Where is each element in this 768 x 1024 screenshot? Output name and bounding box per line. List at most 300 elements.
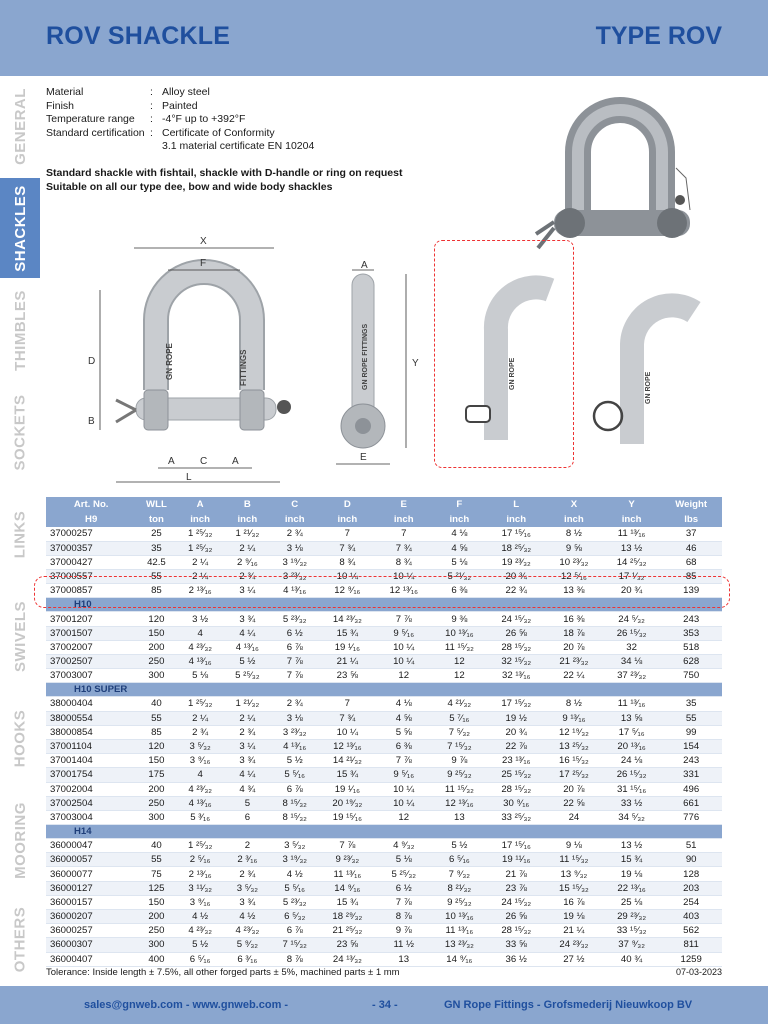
table-cell: 7 ⅞ — [376, 895, 431, 909]
table-cell: 15 ¾ — [318, 768, 376, 782]
table-cell: 42.5 — [136, 555, 176, 569]
table-cell: 46 — [660, 541, 722, 555]
table-cell: 17 ¹⁵⁄₁₆ — [487, 527, 545, 541]
table-cell: 7 ⅞ — [376, 612, 431, 626]
table-cell: 4 ²¹⁄₃₂ — [431, 697, 487, 711]
table-cell: 7 ⅞ — [376, 754, 431, 768]
table-row — [46, 895, 722, 909]
table-cell: 4 ½ — [224, 910, 271, 924]
spec-row: 3.1 material certificate EN 10204 — [162, 140, 315, 152]
dim-label-c: C — [200, 456, 208, 467]
sidebar-tab-mooring[interactable]: MOORING — [11, 801, 29, 879]
table-cell: 36 ½ — [487, 952, 545, 966]
table-cell: 26 ⅝ — [487, 910, 545, 924]
note-line: Suitable on all our type dee, bow and wide body shackles — [46, 181, 333, 193]
table-cell: 55 — [136, 711, 176, 725]
table-cell: 24 — [545, 810, 603, 824]
table-cell: 8 ¾ — [318, 555, 376, 569]
table-cell: 24 ⁵⁄₃₂ — [603, 612, 661, 626]
table-cell: 33 ½ — [603, 796, 661, 810]
table-cell: 12 — [431, 669, 487, 683]
table-cell: 37001507 — [46, 626, 136, 640]
table-row — [46, 796, 722, 810]
table-cell: 4 ¹³⁄₁₆ — [271, 739, 318, 753]
table-cell: 26 ¹⁵⁄₃₂ — [603, 626, 661, 640]
table-cell: 6 ⅞ — [271, 924, 318, 938]
table-cell: 36000057 — [46, 853, 136, 867]
table-cell: 29 ²³⁄₃₂ — [603, 910, 661, 924]
table-cell: 99 — [660, 725, 722, 739]
table-row — [46, 867, 722, 881]
table-cell: 12 ⁹⁄₁₆ — [318, 584, 376, 598]
table-cell: 13 ²⁵⁄₃₂ — [545, 739, 603, 753]
note-line: Standard shackle with fishtail, shackle with D-handle or ring on request — [46, 167, 403, 179]
table-cell: 28 ¹⁵⁄₃₂ — [487, 924, 545, 938]
table-cell: 22 ¹³⁄₁₆ — [603, 881, 661, 895]
col-header: C — [271, 497, 318, 512]
page-footer — [0, 986, 768, 1024]
table-cell: 250 — [136, 655, 176, 669]
col-header: WLL — [136, 497, 176, 512]
table-cell: 3 ¾ — [224, 612, 271, 626]
sidebar-tab-links[interactable]: LINKS — [11, 510, 29, 558]
table-cell: 55 — [136, 853, 176, 867]
table-cell: 10 ¼ — [376, 570, 431, 584]
table-cell: 9 ¹³⁄₁₆ — [545, 711, 603, 725]
table-cell: 34 ⁵⁄₃₂ — [603, 810, 661, 824]
table-cell: 7 ⁹⁄₃₂ — [431, 867, 487, 881]
table-cell: 4 ⅛ — [376, 697, 431, 711]
table-cell: 7 — [318, 697, 376, 711]
table-cell: 8 ²¹⁄₃₂ — [431, 881, 487, 895]
table-cell: 11 ¹⁵⁄₃₂ — [545, 853, 603, 867]
table-cell: 2 ¾ — [271, 527, 318, 541]
dim-label-f: F — [200, 258, 207, 269]
footer-company: GN Rope Fittings - Grofsmederij Nieuwkoop BV — [444, 999, 693, 1011]
table-cell: 37000857 — [46, 584, 136, 598]
table-cell: 37 — [660, 527, 722, 541]
table-cell: 36000207 — [46, 910, 136, 924]
table-cell: 3 ¾ — [224, 895, 271, 909]
table-cell: 4 ¹³⁄₁₆ — [224, 640, 271, 654]
col-unit: inch — [431, 512, 487, 527]
table-cell: 13 — [376, 952, 431, 966]
sidebar-tab-shackles[interactable]: SHACKLES — [0, 178, 40, 278]
table-cell: 9 ²⁵⁄₃₂ — [431, 895, 487, 909]
col-unit: inch — [224, 512, 271, 527]
table-cell: 9 ⁵⁄₁₆ — [376, 626, 431, 640]
table-cell: 19 ²³⁄₃₂ — [487, 555, 545, 569]
table-cell: 20 ¾ — [603, 584, 661, 598]
table-row — [46, 697, 722, 711]
table-cell: 37000257 — [46, 527, 136, 541]
table-cell: 10 ¼ — [376, 640, 431, 654]
table-cell: 6 ½ — [271, 626, 318, 640]
brand-text: GN ROPE — [509, 357, 516, 390]
revision-date: 07-03-2023 — [675, 967, 722, 977]
table-cell: 33 ²⁵⁄₃₂ — [487, 810, 545, 824]
col-header: B — [224, 497, 271, 512]
brand-text: GN ROPE — [165, 343, 174, 380]
table-cell: 6 ⁵⁄₁₆ — [177, 952, 224, 966]
table-cell: 12 ¹³⁄₁₆ — [431, 796, 487, 810]
table-cell: 7 ¾ — [376, 541, 431, 555]
table-row — [46, 669, 722, 683]
table-cell: 2 ¾ — [224, 570, 271, 584]
table-cell: 9 ²⁵⁄₃₂ — [431, 768, 487, 782]
table-cell: 21 ²³⁄₃₂ — [545, 655, 603, 669]
table-cell: 2 ¼ — [177, 711, 224, 725]
table-cell: 12 — [431, 655, 487, 669]
table-cell: 15 ¾ — [603, 853, 661, 867]
table-cell: 75 — [136, 867, 176, 881]
table-row — [46, 640, 722, 654]
col-header: X — [545, 497, 603, 512]
table-cell: 1 ²¹⁄₃₂ — [224, 527, 271, 541]
table-cell: 5 ²⁵⁄₃₂ — [376, 867, 431, 881]
table-cell: 27 ½ — [545, 952, 603, 966]
table-cell: 6 ³⁄₁₆ — [224, 952, 271, 966]
table-cell: 243 — [660, 612, 722, 626]
table-cell: 4 ¾ — [224, 782, 271, 796]
table-cell: 4 ²³⁄₃₂ — [177, 782, 224, 796]
table-cell: 5 ½ — [224, 655, 271, 669]
table-cell: 24 ¹³⁄₃₂ — [318, 952, 376, 966]
table-cell: 16 ⅞ — [545, 895, 603, 909]
table-cell: 11 ½ — [376, 938, 431, 952]
table-cell: 37003007 — [46, 669, 136, 683]
table-cell: 37001404 — [46, 754, 136, 768]
table-cell: 3 ¹⁹⁄₃₂ — [271, 853, 318, 867]
table-cell: 3 ⁹⁄₁₆ — [177, 895, 224, 909]
col-header: Art. No. — [46, 497, 136, 512]
sidebar-tab-thimbles[interactable]: THIMBLES — [11, 289, 29, 371]
col-unit: inch — [376, 512, 431, 527]
col-header: A — [177, 497, 224, 512]
table-cell: 175 — [136, 768, 176, 782]
table-cell: 6 ⅞ — [271, 782, 318, 796]
table-cell: 20 ¾ — [487, 570, 545, 584]
table-cell: 15 ¹⁵⁄₃₂ — [545, 881, 603, 895]
table-cell: 12 — [376, 669, 431, 683]
table-row — [46, 739, 722, 753]
table-cell: 5 ⅛ — [376, 853, 431, 867]
table-row — [46, 626, 722, 640]
table-cell: 17 ¹⁄₃₂ — [603, 570, 661, 584]
table-cell: 300 — [136, 810, 176, 824]
table-cell: 14 ²¹⁄₃₂ — [318, 754, 376, 768]
table-cell: 17 ¹⁵⁄₁₆ — [487, 839, 545, 853]
table-cell: 10 ¼ — [318, 725, 376, 739]
sidebar-tab-swivels[interactable]: SWIVELS — [11, 600, 29, 672]
table-row — [46, 910, 722, 924]
spec-row: Standard certification : Certificate of Conformity — [46, 126, 275, 139]
brand-text: FITTINGS — [239, 349, 248, 386]
table-cell: 19 ¹¹⁄₁₆ — [487, 853, 545, 867]
group-label: H14 — [46, 825, 722, 839]
table-cell: 22 ⅞ — [487, 739, 545, 753]
table-row — [46, 725, 722, 739]
table-cell: 562 — [660, 924, 722, 938]
table-cell: 4 ⅝ — [431, 541, 487, 555]
dim-label-l: L — [186, 472, 192, 483]
table-cell: 9 ⅞ — [376, 924, 431, 938]
table-cell: 23 ¹³⁄₁₆ — [487, 754, 545, 768]
table-cell: 331 — [660, 768, 722, 782]
table-cell: 17 ⁵⁄₁₆ — [603, 725, 661, 739]
table-cell: 6 ⁵⁄₃₂ — [271, 910, 318, 924]
table-row — [46, 555, 722, 569]
table-cell: 496 — [660, 782, 722, 796]
table-cell: 120 — [136, 739, 176, 753]
table-cell: 10 ¹³⁄₁₆ — [431, 910, 487, 924]
col-header: E — [376, 497, 431, 512]
table-cell: 33 ⅝ — [487, 938, 545, 952]
table-cell: 1 ²⁵⁄₃₂ — [177, 839, 224, 853]
table-cell: 37000357 — [46, 541, 136, 555]
table-cell: 5 ²⁵⁄₃₂ — [224, 669, 271, 683]
table-cell: 3 ½ — [177, 612, 224, 626]
table-cell: 2 ¾ — [177, 725, 224, 739]
table-cell: 18 ²⁹⁄₃₂ — [318, 910, 376, 924]
table-cell: 403 — [660, 910, 722, 924]
table-cell: 37001207 — [46, 612, 136, 626]
table-cell: 1 ²⁵⁄₃₂ — [177, 527, 224, 541]
col-header: F — [431, 497, 487, 512]
table-cell: 3 ⁵⁄₃₂ — [177, 739, 224, 753]
table-cell: 150 — [136, 626, 176, 640]
table-cell: 200 — [136, 640, 176, 654]
table-cell: 14 ²³⁄₃₂ — [318, 612, 376, 626]
table-cell: 8 ¹⁵⁄₃₂ — [271, 796, 318, 810]
table-cell: 4 ²³⁄₃₂ — [224, 924, 271, 938]
table-cell: 2 — [224, 839, 271, 853]
table-cell: 1259 — [660, 952, 722, 966]
col-unit: inch — [271, 512, 318, 527]
sidebar-tab-general[interactable]: GENERAL — [11, 87, 29, 165]
table-cell: 12 ⁵⁄₁₆ — [545, 570, 603, 584]
page-number: - 34 - — [372, 999, 398, 1011]
table-cell: 5 — [224, 796, 271, 810]
table-cell: 85 — [660, 570, 722, 584]
table-cell: 32 ¹³⁄₁₆ — [487, 669, 545, 683]
table-cell: 3 ²³⁄₃₂ — [271, 725, 318, 739]
table-cell: 23 ⅝ — [318, 938, 376, 952]
table-cell: 12 ¹⁹⁄₃₂ — [545, 725, 603, 739]
table-cell: 34 ⅛ — [603, 655, 661, 669]
table-cell: 2 ³⁄₁₆ — [224, 853, 271, 867]
table-cell: 5 ⁵⁄₁₆ — [271, 881, 318, 895]
col-unit: inch — [177, 512, 224, 527]
material-specs — [46, 86, 314, 154]
table-cell: 55 — [660, 711, 722, 725]
table-cell: 125 — [136, 881, 176, 895]
category-sidebar — [0, 76, 40, 986]
table-cell: 10 ¼ — [318, 570, 376, 584]
col-header: D — [318, 497, 376, 512]
sidebar-tab-sockets[interactable]: SOCKETS — [11, 393, 29, 471]
table-cell: 150 — [136, 754, 176, 768]
table-row — [46, 938, 722, 952]
table-cell: 6 ⅜ — [431, 584, 487, 598]
table-cell: 36000127 — [46, 881, 136, 895]
table-cell: 19 ¹⁄₁₆ — [318, 782, 376, 796]
table-cell: 24 ²³⁄₃₂ — [545, 938, 603, 952]
table-cell: 243 — [660, 754, 722, 768]
table-cell: 37000427 — [46, 555, 136, 569]
table-cell: 4 ¹³⁄₁₆ — [271, 584, 318, 598]
table-cell: 85 — [136, 584, 176, 598]
table-cell: 9 ²³⁄₃₂ — [318, 853, 376, 867]
table-row — [46, 655, 722, 669]
table-cell: 37002507 — [46, 655, 136, 669]
table-group-row — [46, 683, 722, 697]
table-cell: 3 ⁹⁄₁₆ — [177, 754, 224, 768]
table-cell: 28 ¹⁵⁄₃₂ — [487, 782, 545, 796]
row-highlight — [34, 576, 730, 608]
table-cell: 4 ¹³⁄₁₆ — [177, 796, 224, 810]
table-cell: 10 ¼ — [376, 782, 431, 796]
table-cell: 250 — [136, 796, 176, 810]
table-cell: 25 ⅛ — [603, 895, 661, 909]
table-cell: 11 ¹³⁄₁₆ — [431, 924, 487, 938]
table-cell: 9 ⁵⁄₁₆ — [376, 768, 431, 782]
footer-contact[interactable]: sales@gnweb.com - www.gnweb.com - — [84, 999, 289, 1011]
sidebar-tab-others[interactable]: OTHERS — [11, 906, 29, 972]
table-cell: 14 ⁹⁄₁₆ — [318, 881, 376, 895]
table-cell: 22 ¼ — [545, 669, 603, 683]
table-cell: 19 ⅛ — [545, 910, 603, 924]
table-cell: 13 ½ — [603, 839, 661, 853]
table-row — [46, 612, 722, 626]
table-cell: 254 — [660, 895, 722, 909]
sidebar-tab-hooks[interactable]: HOOKS — [11, 709, 29, 767]
table-cell: 23 ⅞ — [487, 881, 545, 895]
table-row — [46, 541, 722, 555]
table-cell: 3 ¾ — [224, 754, 271, 768]
table-cell: 628 — [660, 655, 722, 669]
table-cell: 7 ¹⁵⁄₃₂ — [431, 739, 487, 753]
product-type: TYPE ROV — [595, 22, 722, 50]
col-unit: inch — [318, 512, 376, 527]
table-cell: 8 ⅞ — [271, 952, 318, 966]
table-cell: 55 — [136, 570, 176, 584]
col-unit: lbs — [660, 512, 722, 527]
table-cell: 90 — [660, 853, 722, 867]
table-row — [46, 839, 722, 853]
table-cell: 4 ½ — [177, 910, 224, 924]
table-cell: 4 ½ — [271, 867, 318, 881]
table-group-row — [46, 825, 722, 839]
table-cell: 38000854 — [46, 725, 136, 739]
table-cell: 11 ¹³⁄₁₆ — [603, 697, 661, 711]
table-cell: 154 — [660, 739, 722, 753]
table-cell: 38000554 — [46, 711, 136, 725]
table-cell: 25 — [136, 527, 176, 541]
table-cell: 26 ⅝ — [487, 626, 545, 640]
table-cell: 36000257 — [46, 924, 136, 938]
table-cell: 9 ⅜ — [431, 612, 487, 626]
table-cell: 661 — [660, 796, 722, 810]
table-cell: 28 ¹⁵⁄₃₂ — [487, 640, 545, 654]
table-cell: 6 ⁵⁄₁₆ — [431, 853, 487, 867]
table-cell: 3 ¹¹⁄₃₂ — [177, 881, 224, 895]
table-cell: 128 — [660, 867, 722, 881]
dimension-table — [46, 497, 722, 967]
shackle-photo — [530, 82, 730, 252]
table-cell: 13 ½ — [603, 541, 661, 555]
table-cell: 120 — [136, 612, 176, 626]
table-cell: 4 — [177, 626, 224, 640]
product-notes — [46, 166, 403, 194]
table-cell: 7 — [376, 527, 431, 541]
table-cell: 7 ¾ — [318, 711, 376, 725]
dim-label-a: A — [232, 456, 239, 467]
table-cell: 21 ⅞ — [487, 867, 545, 881]
table-cell: 4 ²³⁄₃₂ — [177, 924, 224, 938]
table-cell: 19 ½ — [487, 711, 545, 725]
table-cell: 3 ⁵⁄₃₂ — [271, 839, 318, 853]
table-cell: 2 ⁵⁄₁₆ — [177, 853, 224, 867]
table-cell: 1 ²⁵⁄₃₂ — [177, 697, 224, 711]
table-cell: 300 — [136, 938, 176, 952]
table-cell: 11 ¹⁵⁄₃₂ — [431, 640, 487, 654]
table-cell: 5 ⁷⁄₁₆ — [431, 711, 487, 725]
dim-label-e: E — [360, 452, 367, 463]
table-cell: 4 ¼ — [224, 768, 271, 782]
table-cell: 139 — [660, 584, 722, 598]
table-cell: 8 ½ — [545, 527, 603, 541]
table-cell: 353 — [660, 626, 722, 640]
table-cell: 20 ⅞ — [545, 782, 603, 796]
spec-row: Material : Alloy steel — [46, 86, 210, 98]
table-cell: 21 ²⁵⁄₃₂ — [318, 924, 376, 938]
table-cell: 51 — [660, 839, 722, 853]
table-cell: 7 ¹⁵⁄₃₂ — [271, 938, 318, 952]
tolerance-note: Tolerance: Inside length ± 7.5%, all other forged parts ± 5%, machined parts ± 1 mm — [46, 967, 400, 978]
table-cell: 11 ¹³⁄₁₆ — [318, 867, 376, 881]
table-cell: 37002504 — [46, 796, 136, 810]
table-cell: 4 ⅛ — [431, 527, 487, 541]
table-row — [46, 711, 722, 725]
table-cell: 5 ⅛ — [177, 669, 224, 683]
table-cell: 37 ⁹⁄₃₂ — [603, 938, 661, 952]
table-cell: 37003004 — [46, 810, 136, 824]
table-cell: 20 ⅞ — [545, 640, 603, 654]
group-label: H10 SUPER — [46, 683, 722, 697]
col-unit: ton — [136, 512, 176, 527]
table-row — [46, 924, 722, 938]
table-cell: 36000407 — [46, 952, 136, 966]
table-cell: 150 — [136, 895, 176, 909]
table-cell: 5 ²³⁄₃₂ — [271, 612, 318, 626]
table-cell: 85 — [136, 725, 176, 739]
table-row — [46, 952, 722, 966]
table-cell: 68 — [660, 555, 722, 569]
table-cell: 7 ⁵⁄₃₂ — [431, 725, 487, 739]
table-cell: 18 ⅞ — [545, 626, 603, 640]
table-row — [46, 881, 722, 895]
table-cell: 36000307 — [46, 938, 136, 952]
table-cell: 7 ⅞ — [318, 839, 376, 853]
col-unit: inch — [545, 512, 603, 527]
table-cell: 12 ¹³⁄₁₆ — [318, 739, 376, 753]
table-cell: 33 ¹⁵⁄₃₂ — [603, 924, 661, 938]
table-cell: 2 ¹³⁄₁₆ — [177, 584, 224, 598]
table-cell: 5 ½ — [431, 839, 487, 853]
dim-label-a: A — [168, 456, 175, 467]
table-cell: 23 ⅝ — [318, 669, 376, 683]
